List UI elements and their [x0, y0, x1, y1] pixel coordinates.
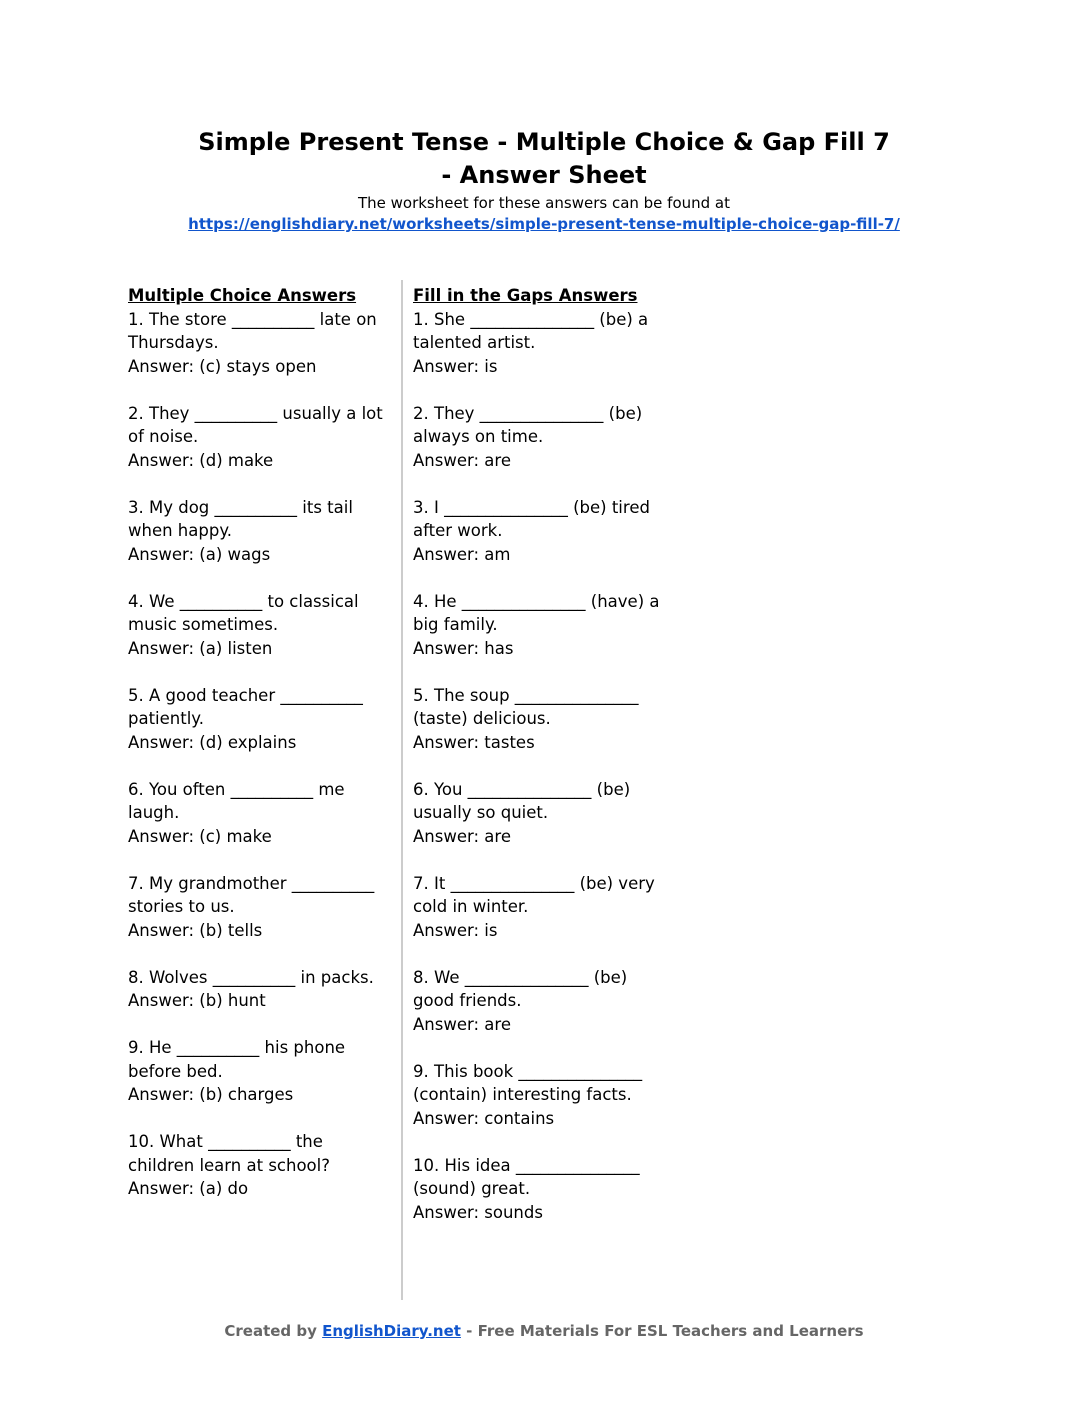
- question-text: 5. The soup _______________ (taste) delicious.: [413, 685, 639, 728]
- answer-text: Answer: sounds: [413, 1202, 543, 1222]
- question-text: 6. You often __________ me laugh.: [128, 779, 345, 822]
- answer-text: Answer: (c) make: [128, 826, 272, 846]
- question-text: 6. You _______________ (be) usually so quiet.: [413, 779, 631, 822]
- answer-text: Answer: (d) explains: [128, 732, 297, 752]
- question-item: [128, 402, 390, 473]
- multiple-choice-column: [128, 284, 390, 1224]
- question-item: [413, 1060, 673, 1131]
- question-item: [128, 1036, 390, 1107]
- answer-text: Answer: am: [413, 544, 511, 564]
- question-item: [413, 684, 673, 755]
- fill-gaps-heading: Fill in the Gaps Answers: [413, 286, 638, 305]
- question-text: 1. The store __________ late on Thursdays.: [128, 309, 377, 352]
- question-item: [128, 496, 390, 567]
- question-item: [128, 966, 390, 1013]
- question-item: [128, 308, 390, 379]
- question-item: [413, 966, 673, 1037]
- question-item: [413, 872, 673, 943]
- question-item: [128, 1130, 390, 1201]
- answer-text: Answer: (d) make: [128, 450, 274, 470]
- footer-prefix: Created by: [224, 1322, 323, 1340]
- multiple-choice-heading: Multiple Choice Answers: [128, 286, 357, 305]
- answer-text: Answer: tastes: [413, 732, 535, 752]
- question-item: [413, 308, 673, 379]
- fill-gaps-column: [413, 284, 673, 1248]
- footer-suffix: - Free Materials For ESL Teachers and Learners: [460, 1322, 864, 1340]
- document-title: [0, 126, 1088, 192]
- question-text: 2. They _______________ (be) always on time.: [413, 403, 643, 446]
- question-text: 4. We __________ to classical music sometimes.: [128, 591, 359, 634]
- question-item: [128, 872, 390, 943]
- answer-text: Answer: (c) stays open: [128, 356, 317, 376]
- answer-text: Answer: are: [413, 450, 511, 470]
- question-item: [413, 590, 673, 661]
- question-item: [128, 590, 390, 661]
- question-item: [413, 778, 673, 849]
- title-line-2: - Answer Sheet: [441, 161, 647, 189]
- question-text: 7. It _______________ (be) very cold in winter.: [413, 873, 655, 916]
- question-text: 2. They __________ usually a lot of noise.: [128, 403, 383, 446]
- column-divider: [401, 280, 403, 1300]
- question-item: [413, 496, 673, 567]
- question-text: 3. My dog __________ its tail when happy.: [128, 497, 353, 540]
- question-text: 5. A good teacher __________ patiently.: [128, 685, 363, 728]
- question-item: [128, 684, 390, 755]
- question-text: 10. His idea _______________ (sound) great.: [413, 1155, 640, 1198]
- answer-text: Answer: are: [413, 826, 511, 846]
- subtitle: The worksheet for these answers can be found at: [357, 194, 731, 212]
- footer-site-link[interactable]: EnglishDiary.net: [322, 1322, 461, 1340]
- answer-text: Answer: are: [413, 1014, 511, 1034]
- question-text: 3. I _______________ (be) tired after work.: [413, 497, 650, 540]
- answer-text: Answer: (a) wags: [128, 544, 271, 564]
- worksheet-link[interactable]: https://englishdiary.net/worksheets/simple-present-tense-multiple-choice-gap-fill-7/: [188, 215, 900, 233]
- question-item: [413, 1154, 673, 1225]
- answer-text: Answer: is: [413, 920, 498, 940]
- question-text: 9. He __________ his phone before bed.: [128, 1038, 346, 1081]
- answer-text: Answer: (b) hunt: [128, 991, 266, 1010]
- question-text: 8. Wolves __________ in packs.: [128, 967, 374, 987]
- question-text: 8. We _______________ (be) good friends.: [413, 967, 628, 1010]
- answer-text: Answer: (b) tells: [128, 920, 263, 940]
- question-text: 1. She _______________ (be) a talented artist.: [413, 309, 649, 352]
- question-item: [128, 778, 390, 849]
- answer-text: Answer: contains: [413, 1108, 555, 1128]
- question-item: [413, 402, 673, 473]
- answer-text: Answer: is: [413, 356, 498, 376]
- answer-text: Answer: has: [413, 638, 514, 658]
- question-text: 9. This book _______________ (contain) interesting facts.: [413, 1061, 643, 1104]
- answer-text: Answer: (a) listen: [128, 638, 273, 658]
- question-text: 7. My grandmother __________ stories to us.: [128, 873, 375, 916]
- title-line-1: Simple Present Tense - Multiple Choice & Gap Fill 7: [198, 128, 890, 156]
- question-text: 4. He _______________ (have) a big family.: [413, 591, 660, 634]
- page-footer: [0, 1321, 1088, 1341]
- answer-text: Answer: (a) do: [128, 1179, 249, 1198]
- answer-text: Answer: (b) charges: [128, 1085, 294, 1104]
- question-text: 10. What __________ the children learn at school?: [128, 1132, 330, 1175]
